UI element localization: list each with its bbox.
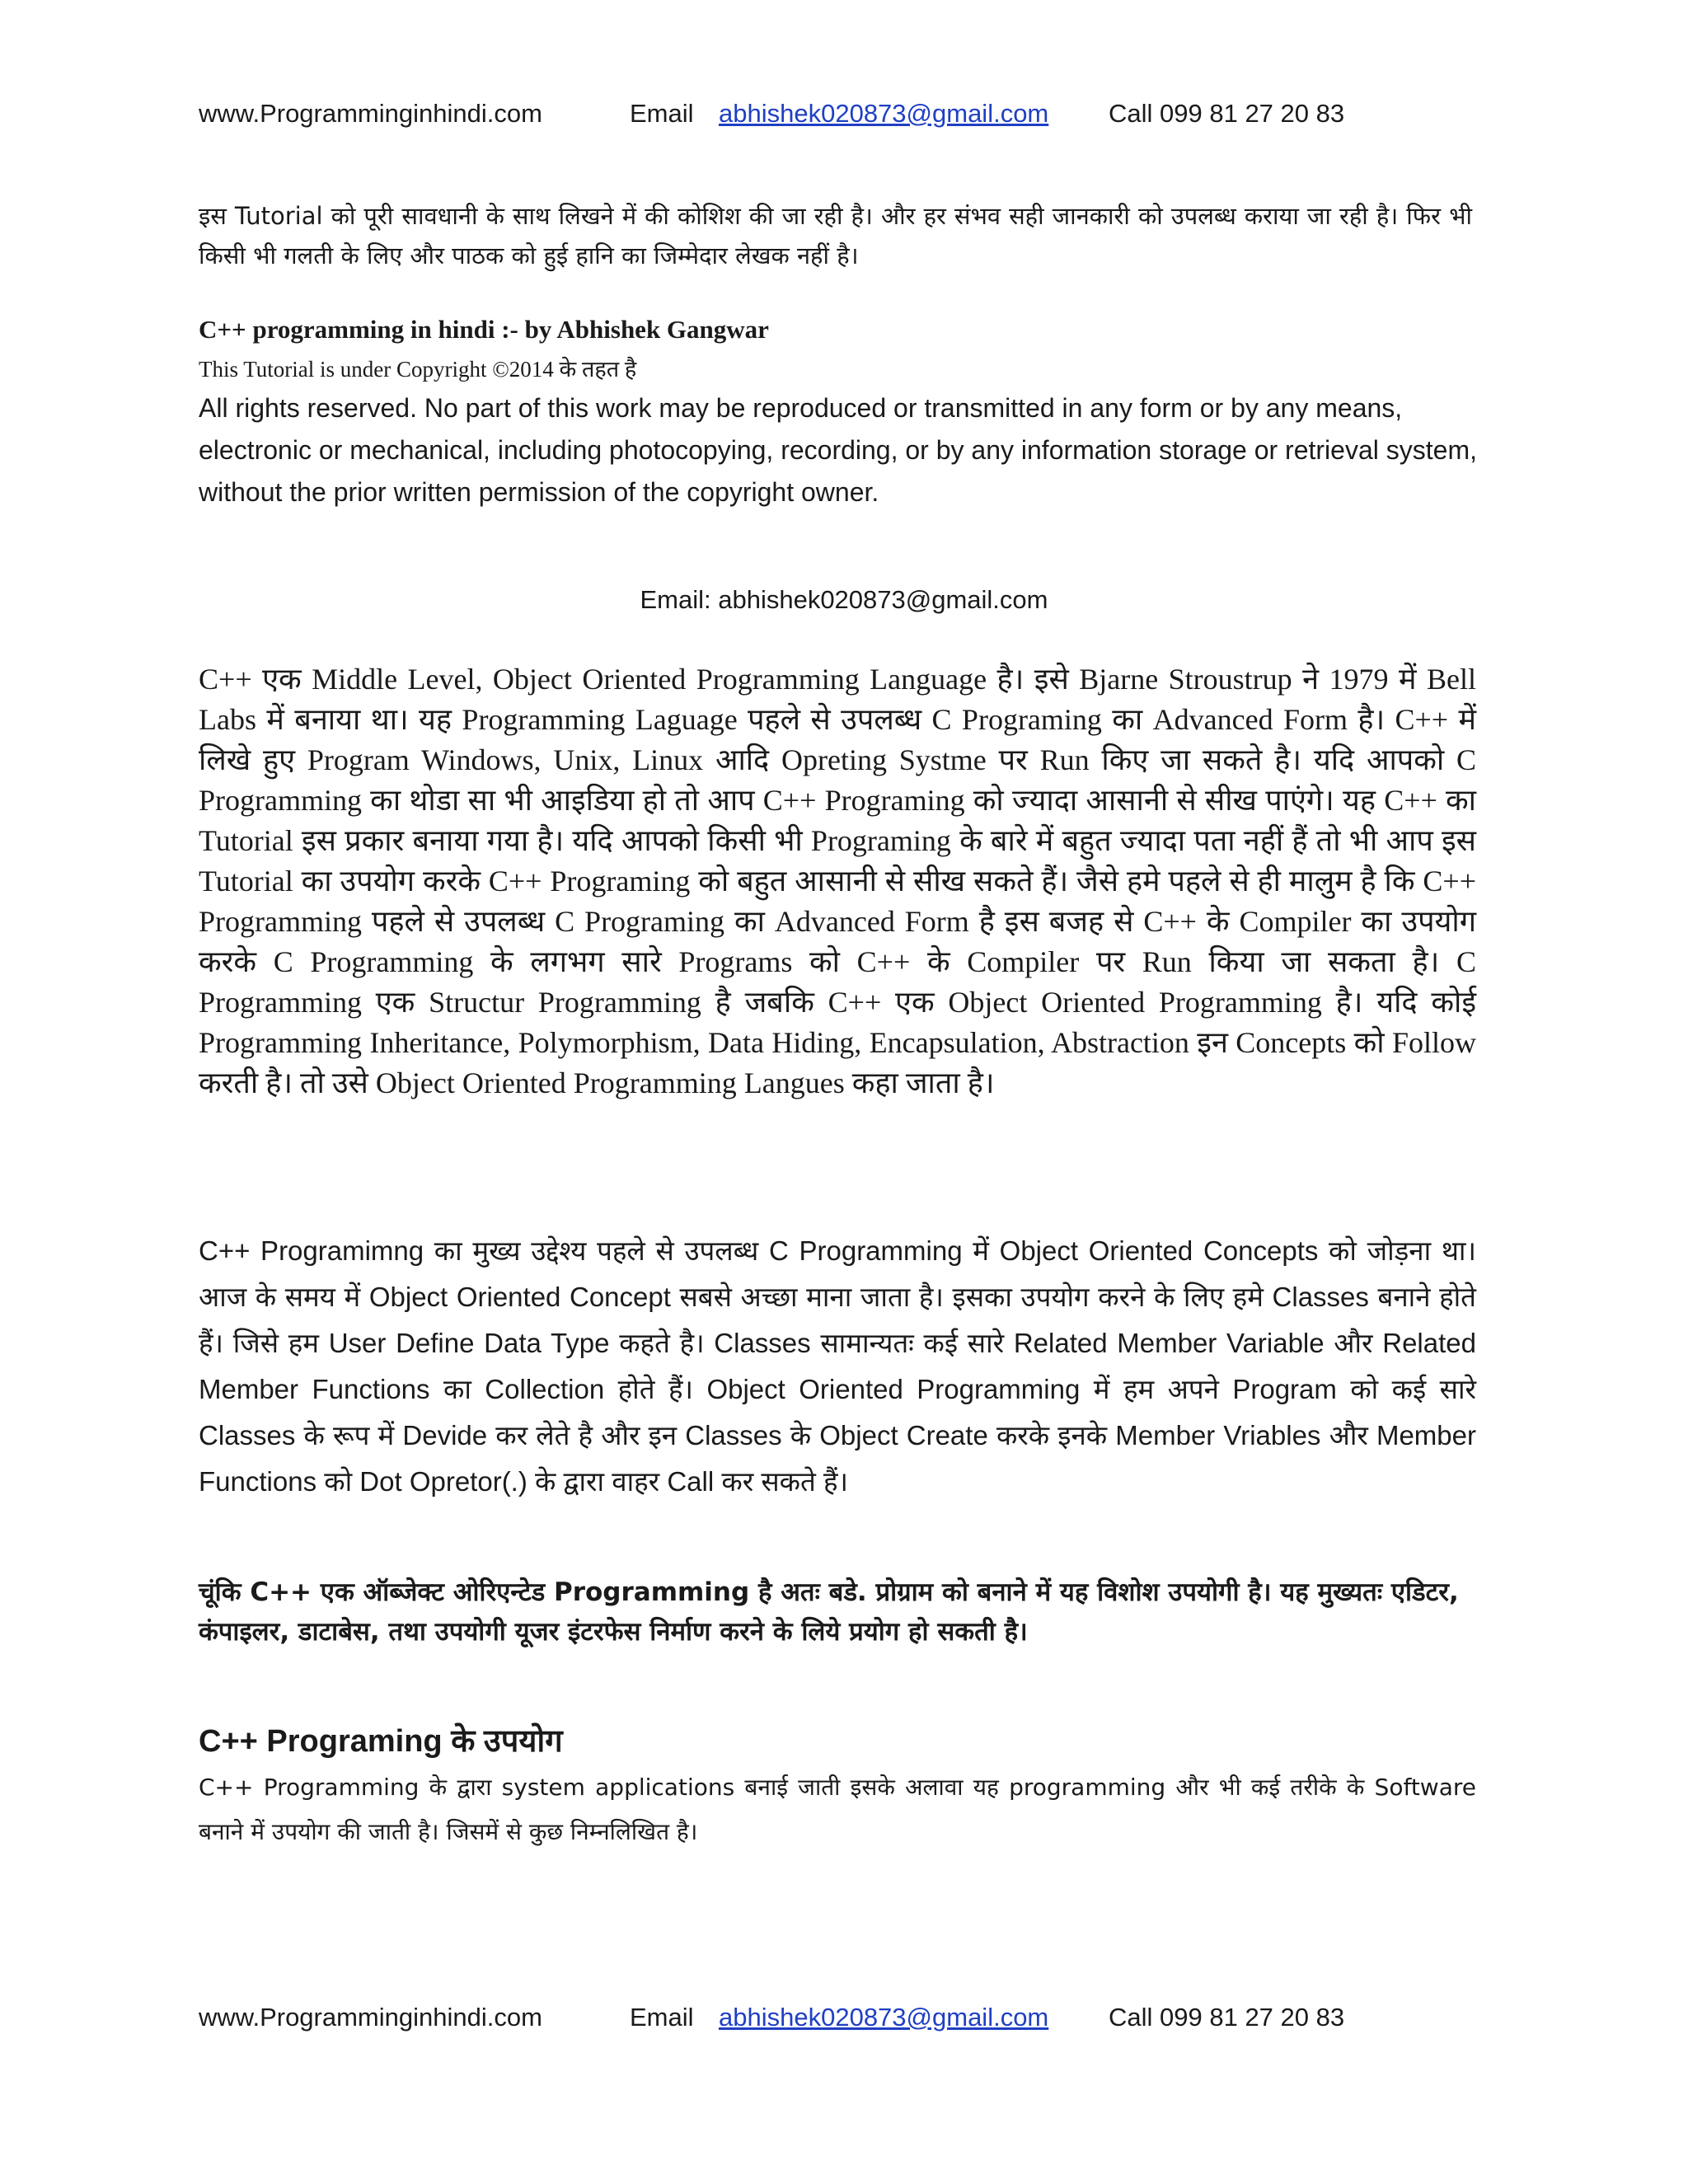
footer-email-label: Email [630, 2003, 694, 2032]
purpose-paragraph: C++ Programimng का मुख्य उद्देश्य पहले से उपलब्ध C Programming में Object Oriented Concepts को जोड़ना था। आज के समय में Object Oriented Concept सबसे अच्छा माना जाता है। इसका उपयोग करने के लिए हमे Classes बनाने होते हैं। जिसे हम User Define Data Type कहते है। Classes सामान्यतः कई सारे Related Member Variable और Related Member Functions का Collection होते हैं। Object Oriented Programming में हम अपने Program को कई सारे Classes के रूप में Devide कर लेते है और इन Classes के Object Create करके इनके Member Vriables और Member Functions को Dot Opretor(.) के द्वारा वाहर Call कर सकते हैं। [199, 1235, 1476, 1497]
header-email-link[interactable]: abhishek020873@gmail.com [719, 99, 1049, 128]
uses-heading: C++ Programing के उपयोग [199, 1724, 563, 1759]
header-website[interactable]: www.Programminginhindi.com [199, 99, 542, 128]
footer-email-link[interactable]: abhishek020873@gmail.com [719, 2003, 1049, 2032]
header-phone: Call 099 81 27 20 83 [1109, 99, 1345, 128]
tutorial-title: C++ programming in hindi :- by Abhishek Gangwar [199, 315, 769, 344]
intro-paragraph: C++ एक Middle Level, Object Oriented Programming Language है। इसे Bjarne Stroustrup ने 1979 में Bell Labs में बनाया था। यह Programming Laguage पहले से उपलब्ध C Programing का Advanced Form है। C++ में लिखे हुए Program Windows, Unix, Linux आदि Opreting Systme पर Run किए जा सकते है। यदि आपको C Programming का थोडा सा भी आइडिया हो तो आप C++ Programing को ज्यादा आसानी से सीख पाएंगे। यह C++ का Tutorial इस प्रकार बनाया गया है। यदि आपको किसी भी Programing के बारे में बहुत ज्यादा पता नहीं हैं तो भी आप इस Tutorial का उपयोग करके C++ Programing को बहुत आसानी से सीख सकते हैं। जैसे हमे पहले से ही मालुम है कि C++ Programming पहले से उपलब्ध C Programing का Advanced Form है इस बजह से C++ के Compiler का उपयोग करके C Programming के लगभग सारे Programs को C++ के Compiler पर Run किया जा सकता है। C Programming एक Structur Programming है जबकि C++ एक Object Oriented Programming है। यदि कोई Programming Inheritance, Polymorphism, Data Hiding, Encapsulation, Abstraction इन Concepts को Follow करती है। तो उसे Object Oriented Programming Langues कहा जाता है। [199, 663, 1476, 1099]
disclaimer-paragraph: इस Tutorial को पूरी सावधानी के साथ लिखने में की कोशिश की जा रही है। और हर संभव सही जानकारी को उपलब्ध कराया जा रही है। फिर भी किसी भी गलती के लिए और पाठक को हुई हानि का जिम्मेदार लेखक नहीं है। [199, 202, 1472, 269]
footer-website[interactable]: www.Programminginhindi.com [199, 2003, 542, 2032]
footer-phone: Call 099 81 27 20 83 [1109, 2003, 1345, 2032]
page-header [199, 99, 1344, 129]
uses-paragraph: C++ Programming के द्वारा system applications बनाई जाती इसके अलावा यह programming और भी कई तरीके के Software बनाने में उपयोग की जाती है। जिसमें से कुछ निम्नलिखित है। [199, 1774, 1476, 1845]
oop-usage-paragraph: चूंकि C++ एक ऑब्जेक्ट ओरिएन्टेड Programming है अतः बडे. प्रोग्राम को बनाने में यह विशोश उपयोगी है। यह मुख्यतः एडिटर, कंपाइलर, डाटाबेस, तथा उपयोगी यूजर इंटरफेस निर्माण करने के लिये प्रयोग हो सकती है। [199, 1577, 1459, 1647]
rights-paragraph: All rights reserved. No part of this work may be reproduced or transmitted in any form or by any means, electronic or mechanical, including photocopying, recording, or by any information storage or retrieval system, without the prior written permission of the copyright owner. [199, 393, 1477, 507]
contact-email: Email: abhishek020873@gmail.com [640, 585, 1048, 614]
copyright-line: This Tutorial is under Copyright ©2014 के तहत है [199, 357, 637, 382]
page-footer [199, 2003, 1344, 2032]
header-email-label: Email [630, 99, 694, 128]
